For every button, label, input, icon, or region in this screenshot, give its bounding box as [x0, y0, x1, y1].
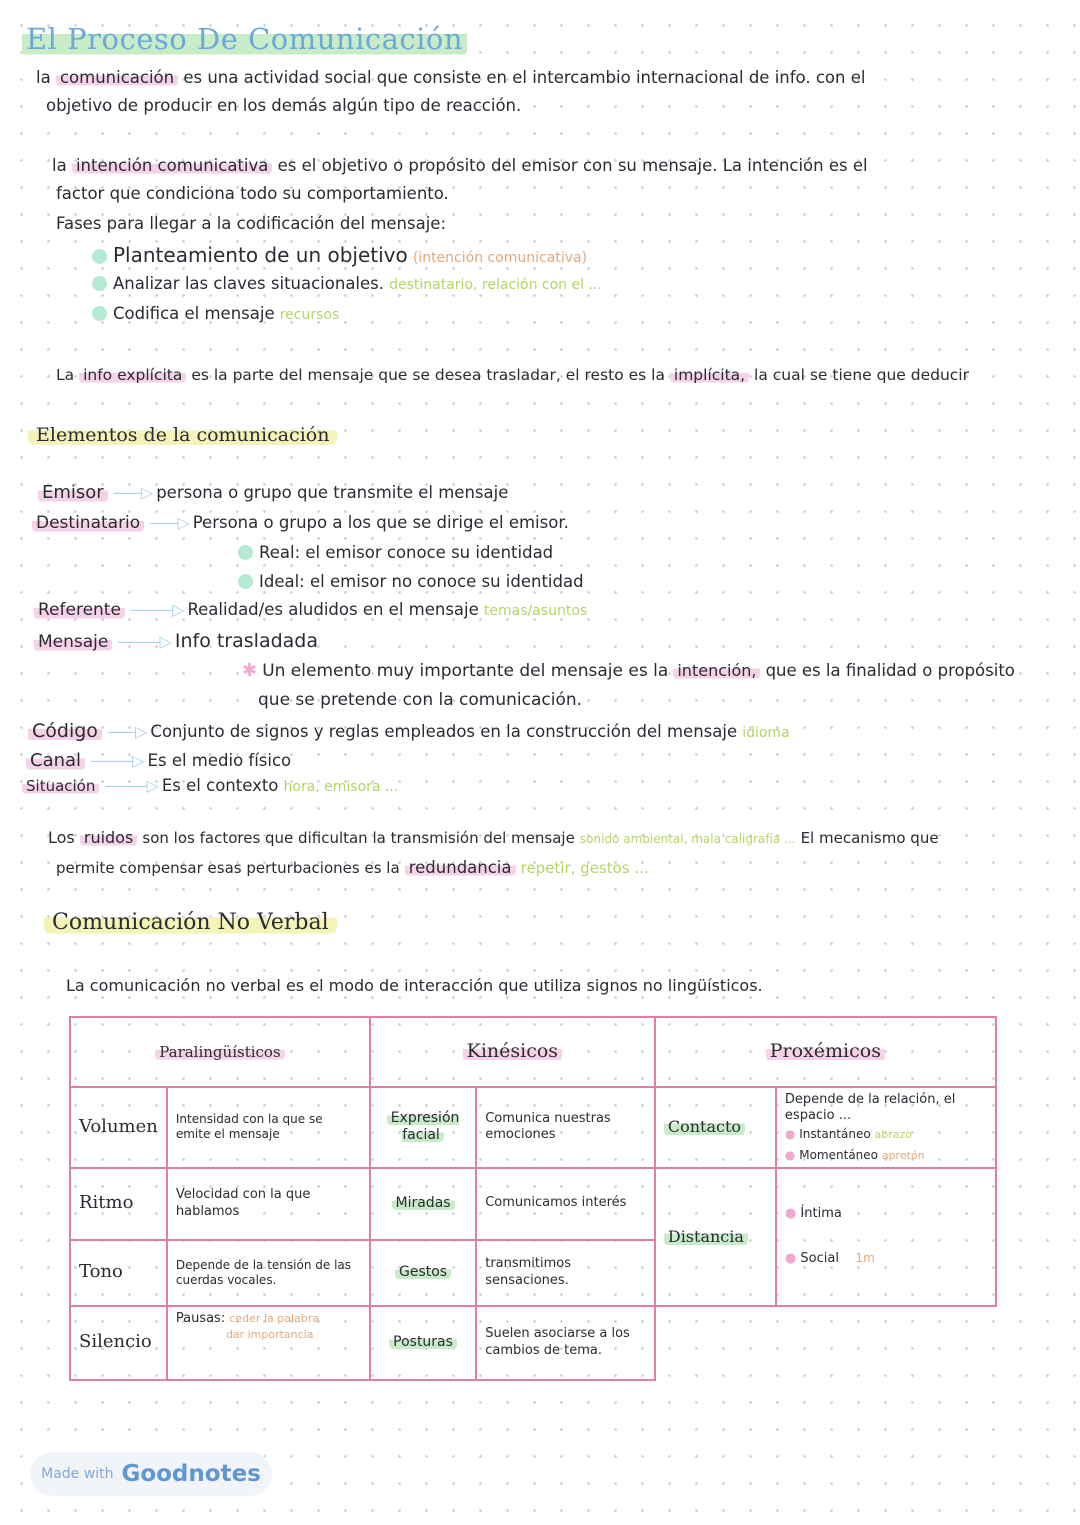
term-intencion-comunicativa: intención comunicativa	[72, 156, 272, 175]
intro-line-2: objetivo de producir en los demás algún tipo de reacción.	[46, 96, 522, 115]
bullet-icon	[238, 574, 253, 589]
para-desc: Velocidad con la que hablamos	[167, 1168, 370, 1240]
page-title: El Proceso De Comunicación	[22, 22, 467, 56]
element-codigo: Código ——▷ Conjunto de signos y reglas empleados en la construcción del mensaje idioma	[28, 720, 790, 742]
prox-name: Distancia	[655, 1168, 776, 1306]
arrow-icon: ———▷	[90, 751, 143, 770]
intencion-line-1: la intención comunicativa es el objetivo o propósito del emisor con su mensaje. La intención es el	[52, 156, 868, 175]
kine-name: Posturas	[370, 1306, 476, 1380]
kine-name: Expresión facial	[370, 1087, 476, 1168]
fases-title: Fases para llegar a la codificación del mensaje:	[56, 214, 447, 233]
kine-desc: Comunica nuestras emociones	[476, 1087, 655, 1168]
arrow-icon: ———▷	[104, 776, 157, 795]
kine-desc: transmitimos sensaciones.	[476, 1240, 655, 1306]
intro-line-1: la comunicación es una actividad social que consiste en el intercambio internacional de info. con el	[36, 68, 866, 87]
para-name: Tono	[70, 1240, 167, 1306]
star-icon: ✱	[242, 660, 258, 681]
fase-item-2: Analizar las claves situacionales. destinatario, relación con el ...	[92, 274, 602, 293]
header-paralinguisticos: Paralingüísticos	[70, 1017, 370, 1087]
arrow-icon: ———▷	[130, 600, 183, 619]
term-ruidos: ruidos	[80, 828, 137, 847]
kine-desc: Suelen asociarse a los cambios de tema.	[476, 1306, 655, 1380]
mensaje-star-line-2: que se pretende con la comunicación.	[258, 690, 583, 710]
prox-desc: ● Íntima ● Social 1m	[776, 1168, 996, 1306]
kine-desc: Comunicamos interés	[476, 1168, 655, 1240]
header-proxemicos: Proxémicos	[655, 1017, 996, 1087]
destinatario-ideal: Ideal: el emisor no conoce su identidad	[238, 572, 584, 591]
term-info-explicita: info explícita	[79, 366, 186, 384]
no-verbal-heading: Comunicación No Verbal	[44, 910, 337, 935]
intencion-line-2: factor que condiciona todo su comportamiento.	[56, 184, 449, 203]
fase-item-3: Codifica el mensaje recursos	[92, 304, 339, 323]
term-redundancia: redundancia	[405, 858, 516, 877]
fase-item-1: Planteamiento de un objetivo (intención comunicativa)	[92, 243, 587, 267]
arrow-icon: ———▷	[117, 632, 170, 651]
element-mensaje: Mensaje ———▷ Info trasladada	[34, 630, 318, 652]
para-desc: Intensidad con la que se emite el mensaje	[167, 1087, 370, 1168]
para-name: Volumen	[70, 1087, 167, 1168]
bullet-icon	[92, 276, 107, 291]
bullet-icon	[238, 545, 253, 560]
prox-name: Contacto	[655, 1087, 776, 1168]
ruidos-line-2: permite compensar esas perturbaciones es la redundancia repetir, gestos ...	[56, 858, 649, 877]
prox-desc: Depende de la relación, el espacio ... ● Instantáneo abrazo ● Momentáneo apretón	[776, 1087, 996, 1168]
element-situacion: Situación ———▷ Es el contexto hora, emisora ...	[22, 776, 398, 795]
element-emisor: Emisor ——▷ persona o grupo que transmite el mensaje	[38, 482, 508, 503]
bullet-icon	[92, 249, 107, 264]
elementos-heading: Elementos de la comunicación	[28, 424, 337, 446]
ruidos-line-1: Los ruidos son los factores que dificultan la transmisión del mensaje sonido ambiental, mala caligrafía ... El mecanismo que	[48, 828, 939, 847]
arrow-icon: ——▷	[149, 513, 188, 532]
para-name: Ritmo	[70, 1168, 167, 1240]
no-verbal-definition: La comunicación no verbal es el modo de interacción que utiliza signos no lingüísticos.	[66, 976, 763, 995]
mensaje-star-note: ✱ Un elemento muy importante del mensaje es la intención, que es la finalidad o propósito	[242, 660, 1015, 681]
goodnotes-badge: Made with Goodnotes	[30, 1452, 272, 1496]
header-kinesicos: Kinésicos	[370, 1017, 655, 1087]
kine-name: Miradas	[370, 1168, 476, 1240]
arrow-icon: ——▷	[112, 483, 152, 502]
explicita-line: La info explícita es la parte del mensaje que se desea trasladar, el resto es la implícita, la cual se tiene que deducir	[56, 366, 969, 384]
para-name: Silencio	[70, 1306, 167, 1380]
kine-name: Gestos	[370, 1240, 476, 1306]
para-desc: Pausas: ceder la palabra dar importancia	[167, 1306, 370, 1380]
term-implicita: implícita,	[670, 366, 749, 384]
goodnotes-logo: Goodnotes	[121, 1461, 261, 1487]
arrow-icon: ——▷	[107, 722, 146, 741]
term-comunicacion: comunicación	[56, 68, 178, 87]
bullet-icon	[92, 306, 107, 321]
element-destinatario: Destinatario ——▷ Persona o grupo a los que se dirige el emisor.	[32, 513, 569, 533]
destinatario-real: Real: el emisor conoce su identidad	[238, 543, 553, 562]
element-canal: Canal ———▷ Es el medio físico	[26, 750, 291, 771]
para-desc: Depende de la tensión de las cuerdas vocales.	[167, 1240, 370, 1306]
no-verbal-table	[69, 1016, 997, 1381]
element-referente: Referente ———▷ Realidad/es aludidos en el mensaje temas/asuntos	[34, 600, 587, 620]
